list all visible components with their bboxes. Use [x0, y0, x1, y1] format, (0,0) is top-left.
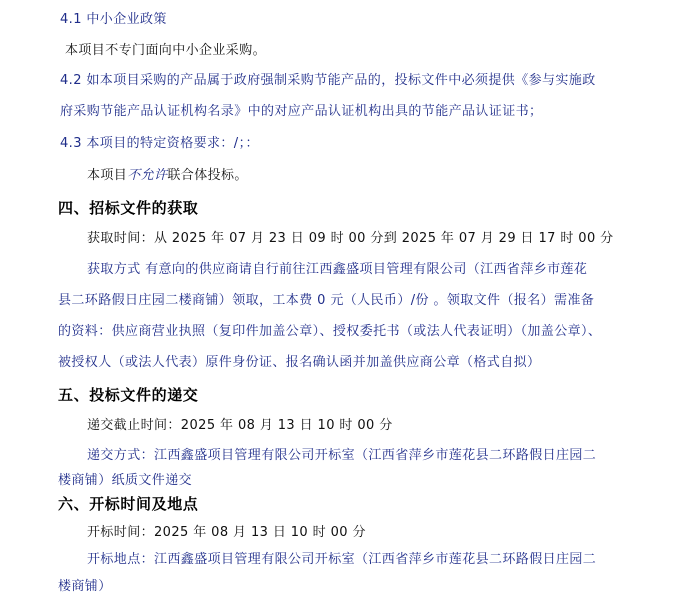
section-4-3-body — [87, 167, 248, 185]
section-5-method-line-1: 递交方式：江西鑫盛项目管理有限公司开标室（江西省萍乡市莲花县二环路假日庄园二 — [87, 448, 597, 463]
section-6-place-line-2: 楼商铺） — [58, 579, 112, 594]
section-5-method-line-2: 楼商铺）纸质文件递交 — [58, 473, 193, 488]
section-6-heading: 六、开标时间及地点 — [58, 495, 199, 513]
section-4-method-line-3: 的资料：供应商营业执照（复印件加盖公章）、授权委托书（或法人代表证明）（加盖公章）、 — [58, 324, 602, 339]
section-6-place-line-1: 开标地点：江西鑫盛项目管理有限公司开标室（江西省萍乡市莲花县二环路假日庄园二 — [87, 552, 597, 567]
section-4-3-title: 4.3 本项目的特定资格要求：/；： — [60, 136, 259, 151]
section-4-3-body-suffix: 联合体投标。 — [167, 168, 248, 183]
section-4-1-body: 本项目不专门面向中小企业采购。 — [65, 43, 267, 58]
section-4-heading: 四、招标文件的获取 — [58, 199, 199, 217]
section-4-3-body-emphasis: 不允许 — [127, 168, 168, 183]
section-4-method-line-4: 被授权人（或法人代表）原件身份证、报名确认函并加盖供应商公章（格式自拟） — [58, 355, 541, 370]
section-4-method-line-1: 获取方式 有意向的供应商请自行前往江西鑫盛项目管理有限公司（江西省萍乡市莲花 — [87, 262, 588, 277]
section-4-method-line-2: 县二环路假日庄园二楼商铺）领取，工本费 0 元（人民币）/份 。领取文件（报名）需准备 — [58, 293, 595, 308]
section-4-time: 获取时间：从 2025 年 07 月 23 日 09 时 00 分到 2025 年 07 月 29 日 17 时 00 分 — [87, 231, 614, 246]
section-4-2-line-2: 府采购节能产品认证机构名录》中的对应产品认证机构出具的节能产品认证证书； — [60, 104, 543, 119]
section-5-heading: 五、投标文件的递交 — [58, 386, 199, 404]
section-5-deadline: 递交截止时间：2025 年 08 月 13 日 10 时 00 分 — [87, 418, 393, 433]
section-6-time: 开标时间：2025 年 08 月 13 日 10 时 00 分 — [87, 525, 366, 540]
section-4-1-title: 4.1 中小企业政策 — [60, 12, 167, 27]
section-4-3-body-prefix: 本项目 — [87, 168, 128, 183]
section-4-2-line-1: 4.2 如本项目采购的产品属于政府强制采购节能产品的，投标文件中必须提供《参与实施政 — [60, 73, 596, 88]
